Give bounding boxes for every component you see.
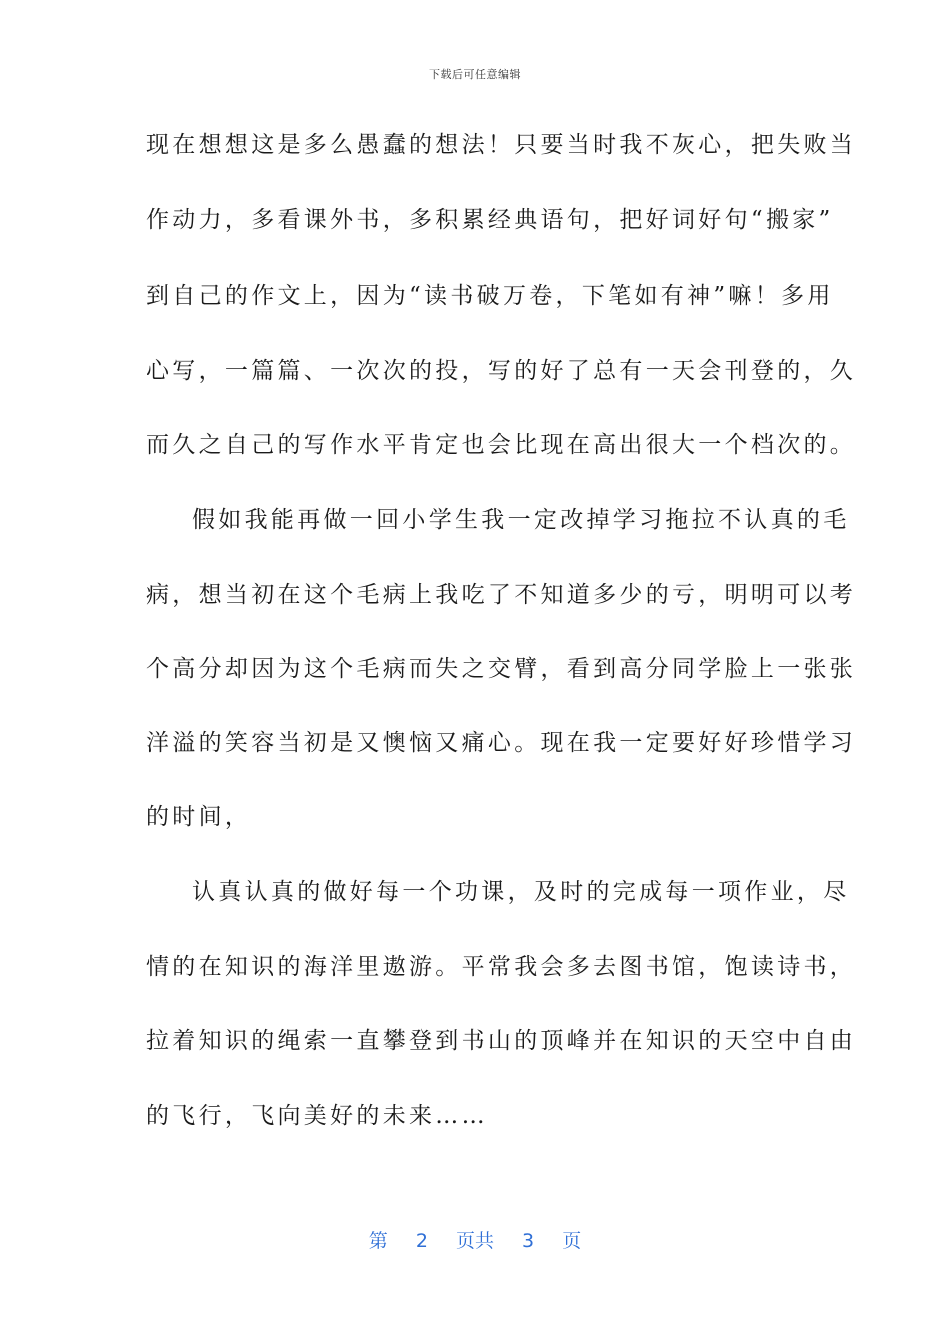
text-line: 作动力，多看课外书，多积累经典语句，把好词好句“搬家” — [146, 207, 834, 233]
text-line: 到自己的作文上，因为“读书破万卷，下笔如有神”嘛！多用 — [146, 283, 834, 309]
text-line: 心写，一篇篇、一次次的投，写的好了总有一天会刊登的，久 — [146, 358, 857, 384]
footer-middle: 页共 — [455, 1230, 494, 1252]
text-line: 情的在知识的海洋里遨游。平常我会多去图书馆，饱读诗书， — [146, 954, 857, 980]
footer-page-number: 2 — [415, 1230, 428, 1252]
footer-prefix: 第 — [368, 1230, 388, 1252]
text-line: 病，想当初在这个毛病上我吃了不知道多少的亏，明明可以考 — [146, 582, 857, 608]
footer-total-pages: 3 — [522, 1230, 535, 1252]
text-line: 拉着知识的绳索一直攀登到书山的顶峰并在知识的天空中自由 — [146, 1028, 857, 1054]
text-line: 的飞行，飞向美好的未来…… — [146, 1103, 488, 1129]
page-header: 下载后可任意编辑 — [429, 68, 521, 81]
text-line: 而久之自己的写作水平肯定也会比现在高出很大一个档次的。 — [146, 432, 857, 458]
text-line: 洋溢的笑容当初是又懊恼又痛心。现在我一定要好好珍惜学习 — [146, 730, 857, 756]
paragraph-first-line: 假如我能再做一回小学生我一定改掉学习拖拉不认真的毛 — [192, 507, 850, 533]
footer-suffix: 页 — [562, 1230, 582, 1252]
page-footer — [0, 1226, 950, 1253]
paragraph-first-line: 认真认真的做好每一个功课，及时的完成每一项作业，尽 — [192, 879, 850, 905]
text-line: 的时间， — [146, 804, 252, 830]
text-line: 个高分却因为这个毛病而失之交臂，看到高分同学脸上一张张 — [146, 656, 857, 682]
text-line: 现在想想这是多么愚蠢的想法！只要当时我不灰心，把失败当 — [146, 132, 857, 158]
